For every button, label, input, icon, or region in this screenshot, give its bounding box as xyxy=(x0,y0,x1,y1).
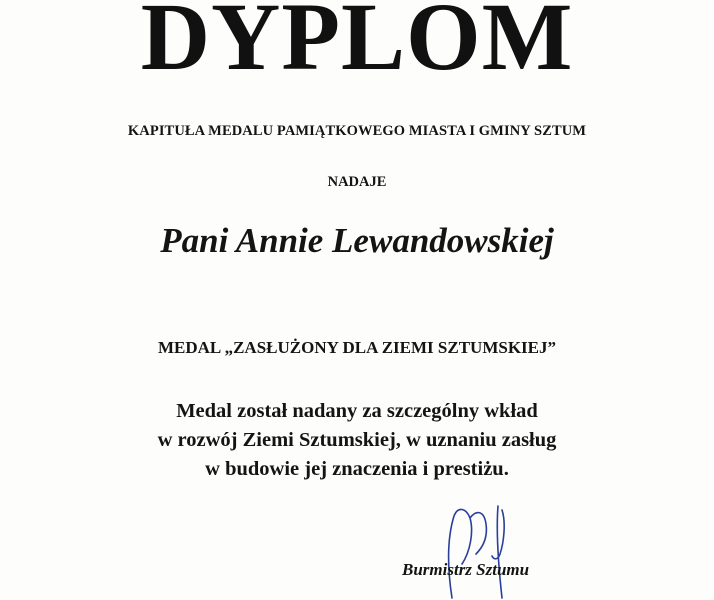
award-reason xyxy=(0,397,714,484)
handwritten-signature xyxy=(440,502,530,600)
award-reason-line: w rozwój Ziemi Sztumskiej, w uznaniu zasług xyxy=(157,429,557,451)
award-reason-line: w budowie jej znaczenia i prestiżu. xyxy=(205,458,509,480)
grants-line: NADAJE xyxy=(327,174,387,190)
diploma-title: DYPLOM xyxy=(140,0,574,90)
signer-title: Burmistrz Sztumu xyxy=(402,560,530,579)
medal-name: MEDAL „ZASŁUŻONY DLA ZIEMI SZTUMSKIEJ” xyxy=(157,338,556,357)
issuer-line: KAPITUŁA MEDALU PAMIĄTKOWEGO MIASTA I GMINY SZTUM xyxy=(127,123,587,139)
recipient-name: Pani Annie Lewandowskiej xyxy=(160,221,554,260)
award-reason-line: Medal został nadany za szczególny wkład xyxy=(176,400,538,422)
